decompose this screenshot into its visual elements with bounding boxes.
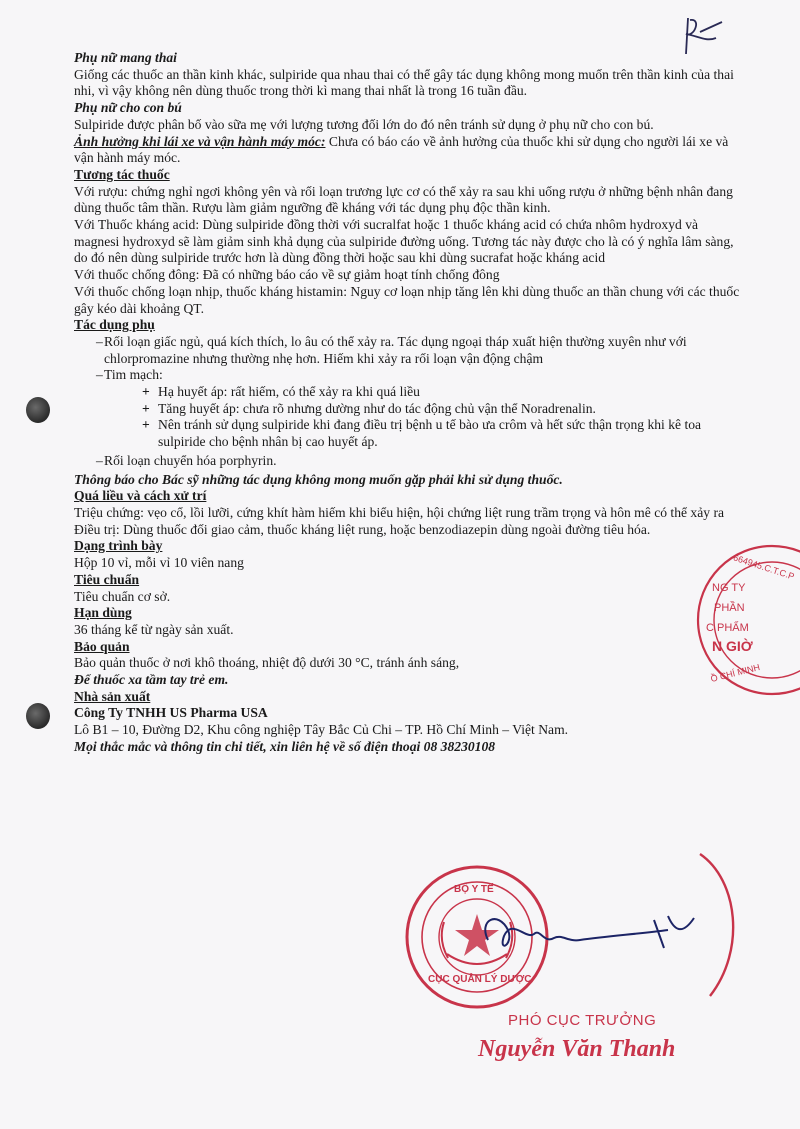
interaction-antacid: Với Thuốc kháng acid: Dùng sulpiride đồng thời với sucralfat hoặc 1 thuốc kháng acid có chứa nhôm hydroxyd và magnesi hydroxyd sẽ làm giảm sinh khả dụng của sulpiride đường uống. Tương tác này được cho là có ý nghĩa lâm sàng, do đó nên dùng sulpiride trước hơn là dùng đồng thời hoặc sau khi dùng sucrafat hoặc kháng acid bbox=[74, 217, 734, 266]
company-stamp-arc: 664945.C.T.C.P bbox=[732, 552, 796, 582]
company-stamp bbox=[690, 540, 800, 700]
signature-scribble bbox=[468, 900, 708, 980]
storage-children: Để thuốc xa tầm tay trẻ em. bbox=[74, 672, 229, 688]
signature-name: Nguyễn Văn Thanh bbox=[478, 1036, 676, 1062]
storage-text: Bảo quản thuốc ở nơi khô thoáng, nhiệt độ dưới 30 °C, tránh ánh sáng, bbox=[74, 655, 460, 671]
standard-heading: Tiêu chuẩn bbox=[74, 571, 140, 587]
notify-doctor: Thông báo cho Bác sỹ những tác dụng không mong muốn gặp phải khi sử dụng thuốc. bbox=[74, 471, 563, 487]
presentation-text: Hộp 10 vỉ, mỗi vỉ 10 viên nang bbox=[74, 555, 244, 571]
standard-text: Tiêu chuẩn cơ sở. bbox=[74, 588, 171, 604]
company-stamp-line-1: NG TY bbox=[712, 582, 746, 594]
stamp-arc-right bbox=[690, 850, 750, 1000]
official-stamp-top: BỘ Y TẾ bbox=[454, 884, 494, 895]
side-effect-cardio: – Tim mạch: bbox=[74, 367, 742, 384]
company-stamp-line-2: PHẦN bbox=[714, 602, 745, 614]
presentation-heading: Dạng trình bày bbox=[74, 538, 163, 554]
interaction-heading: Tương tác thuốc bbox=[74, 166, 170, 182]
pregnant-text: Giống các thuốc an thần kinh khác, sulpiride qua nhau thai có thể gây tác dụng không mong muốn trên thần kinh của thai nhi, vì vậy không nên dùng thuốc trong thời kì mang thai nhất là trong 16 tuần đầu. bbox=[74, 66, 734, 99]
document-body bbox=[74, 50, 742, 756]
punch-hole-top bbox=[26, 397, 50, 423]
official-stamp-bottom: CỤC QUẢN LÝ DƯỢC bbox=[428, 974, 532, 985]
interaction-alcohol: Với rượu: chứng nghỉ ngơi không yên và rối loạn trương lực cơ có thể xảy ra sau khi uống rượu ở những bệnh nhân đang dùng thuốc tâm thần. Rượu làm giảm ngưỡng đề kháng với tác dụng phụ độc thần kinh. bbox=[74, 183, 733, 216]
company-stamp-bottom: Ồ CHÍ MINH bbox=[709, 662, 761, 684]
driving-paragraph bbox=[74, 134, 742, 167]
contact-line: Mọi thắc mắc và thông tin chi tiết, xin liên hệ về số điện thoại 08 38230108 bbox=[74, 738, 496, 754]
driving-heading: Ảnh hưởng khi lái xe và vận hành máy móc: bbox=[74, 133, 326, 149]
overdose-treatment: Điều trị: Dùng thuốc đối giao cảm, thuốc kháng liệt rung, hoặc benzodiazepin dùng ngoài đường tiêu hóa. bbox=[74, 521, 651, 537]
cardio-hypotension: + Hạ huyết áp: rất hiếm, có thể xảy ra khi quá liều bbox=[74, 384, 742, 401]
punch-hole-bottom bbox=[26, 703, 50, 729]
nursing-text: Sulpiride được phân bố vào sữa mẹ với lượng tương đối lớn do đó nên tránh sử dụng ở phụ nữ cho con bú. bbox=[74, 116, 654, 132]
manufacturer-name: Công Ty TNHH US Pharma USA bbox=[74, 705, 268, 721]
side-effects-heading: Tác dụng phụ bbox=[74, 317, 155, 333]
manufacturer-heading: Nhà sản xuất bbox=[74, 688, 151, 704]
cardio-hypertension: + Tăng huyết áp: chưa rõ nhưng dường như do tác động chủ vận thể Noradrenalin. bbox=[74, 401, 742, 418]
signature-title: PHÓ CỤC TRƯỞNG bbox=[508, 1012, 657, 1029]
manufacturer-address: Lô B1 – 10, Đường D2, Khu công nghiệp Tây Bắc Củ Chi – TP. Hồ Chí Minh – Việt Nam. bbox=[74, 722, 569, 738]
nursing-heading: Phụ nữ cho con bú bbox=[74, 100, 182, 116]
side-effect-porphyria: – Rối loạn chuyển hóa porphyrin. bbox=[74, 453, 742, 470]
interaction-anticoagulant: Với thuốc chống đông: Đã có những báo cáo về sự giảm hoạt tính chống đông bbox=[74, 267, 500, 283]
cardio-pheochromocytoma: + Nên tránh sử dụng sulpiride khi đang điều trị bệnh u tế bào ưa crôm và hết sức thận trọng khi kê toa sulpiride cho bệnh nhân bị cao huyết áp. bbox=[74, 417, 742, 450]
expiry-text: 36 tháng kể từ ngày sản xuất. bbox=[74, 621, 234, 637]
interaction-antiarrhythmic: Với thuốc chống loạn nhịp, thuốc kháng histamin: Nguy cơ loạn nhịp tăng lên khi dùng thuốc an thần chung với các thuốc gây kéo dài khoảng QT. bbox=[74, 283, 740, 316]
pregnant-heading: Phụ nữ mang thai bbox=[74, 50, 177, 65]
overdose-heading: Quá liều và cách xử trí bbox=[74, 488, 207, 504]
company-stamp-line-4: N GIỜ bbox=[712, 638, 753, 654]
company-stamp-line-3: C PHẨM bbox=[706, 622, 749, 634]
driving-text: Chưa có báo cáo về ảnh hưởng của thuốc khi sử dụng cho người lái xe và vận hành máy móc. bbox=[74, 133, 729, 166]
expiry-heading: Hạn dùng bbox=[74, 605, 132, 621]
storage-heading: Bảo quản bbox=[74, 638, 130, 654]
side-effect-sleep: – Rối loạn giấc ngủ, quá kích thích, lo âu có thể xảy ra. Tác dụng ngoại tháp xuất hiện thường xuyên như với chlorpromazine nhưng thường nhẹ hơn. Hiếm khi xảy ra rối loạn vận động chậm bbox=[74, 334, 742, 367]
overdose-symptoms: Triệu chứng: vẹo cổ, lồi lưỡi, cứng khít hàm hiếm khi biểu hiện, hội chứng liệt rung trầm trọng và hôn mê có thể xảy ra bbox=[74, 504, 725, 520]
